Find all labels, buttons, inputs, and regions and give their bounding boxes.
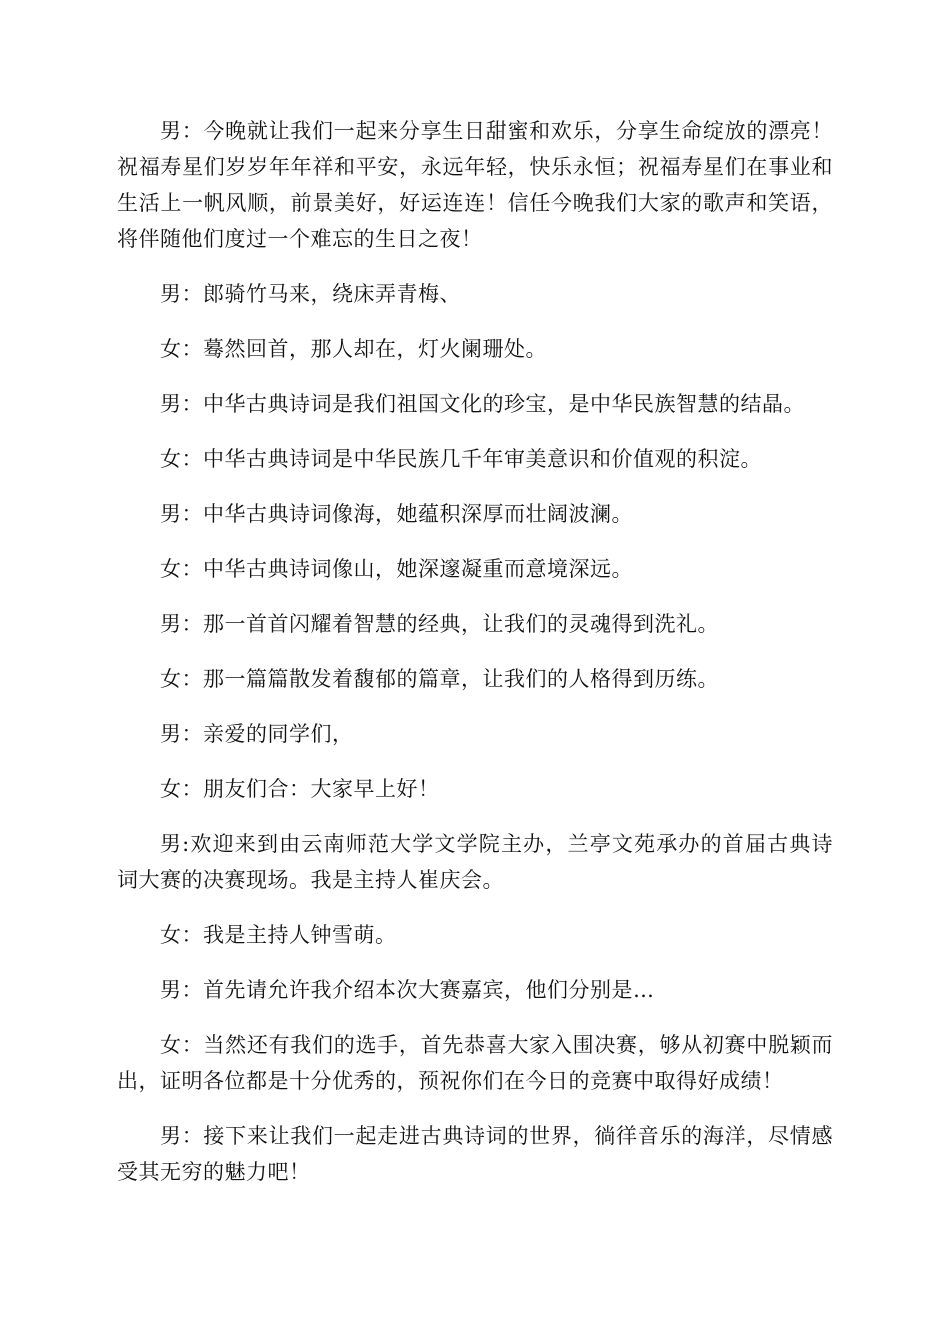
paragraph-14: 男：首先请允许我介绍本次大赛嘉宾，他们分别是… [160,978,655,1002]
paragraph-2: 男：郎骑竹马来，绕床弄青梅、 [160,282,461,306]
paragraph-10: 男：亲爱的同学们， [160,722,354,746]
paragraph-8: 男：那一首首闪耀着智慧的经典，让我们的灵魂得到洗礼。 [160,612,719,636]
paragraph-3: 女：蓦然回首，那人却在，灯火阑珊处。 [160,337,547,361]
paragraph-6: 男：中华古典诗词像海，她蕴积深厚而壮阔波澜。 [160,502,633,526]
document-body [117,113,833,1209]
paragraph-11: 女：朋友们合：大家早上好！ [160,777,440,801]
paragraph-15: 女：当然还有我们的选手，首先恭喜大家入围决赛，够从初赛中脱颖而出，证明各位都是十分优秀的，预祝你们在今日的竞赛中取得好成绩！ [117,1033,833,1093]
paragraph-13: 女：我是主持人钟雪萌。 [160,923,397,947]
paragraph-5: 女：中华古典诗词是中华民族几千年审美意识和价值观的积淀。 [160,447,762,471]
paragraph-7: 女：中华古典诗词像山，她深邃凝重而意境深远。 [160,557,633,581]
paragraph-4: 男：中华古典诗词是我们祖国文化的珍宝，是中华民族智慧的结晶。 [160,392,805,416]
paragraph-12: 男:欢迎来到由云南师范大学文学院主办，兰亭文苑承办的首届古典诗词大赛的决赛现场。我是主持人崔庆会。 [117,832,833,892]
paragraph-16: 男：接下来让我们一起走进古典诗词的世界，徜徉音乐的海洋，尽情感受其无穷的魅力吧！ [117,1124,833,1184]
paragraph-1: 男：今晚就让我们一起来分享生日甜蜜和欢乐，分享生命绽放的漂亮！祝福寿星们岁岁年年祥和平安，永远年轻，快乐永恒；祝福寿星们在事业和生活上一帆风顺，前景美好，好运连连！信任今晚我们大家的歌声和笑语，将伴随他们度过一个难忘的生日之夜！ [117,119,833,251]
paragraph-9: 女：那一篇篇散发着馥郁的篇章，让我们的人格得到历练。 [160,667,719,691]
